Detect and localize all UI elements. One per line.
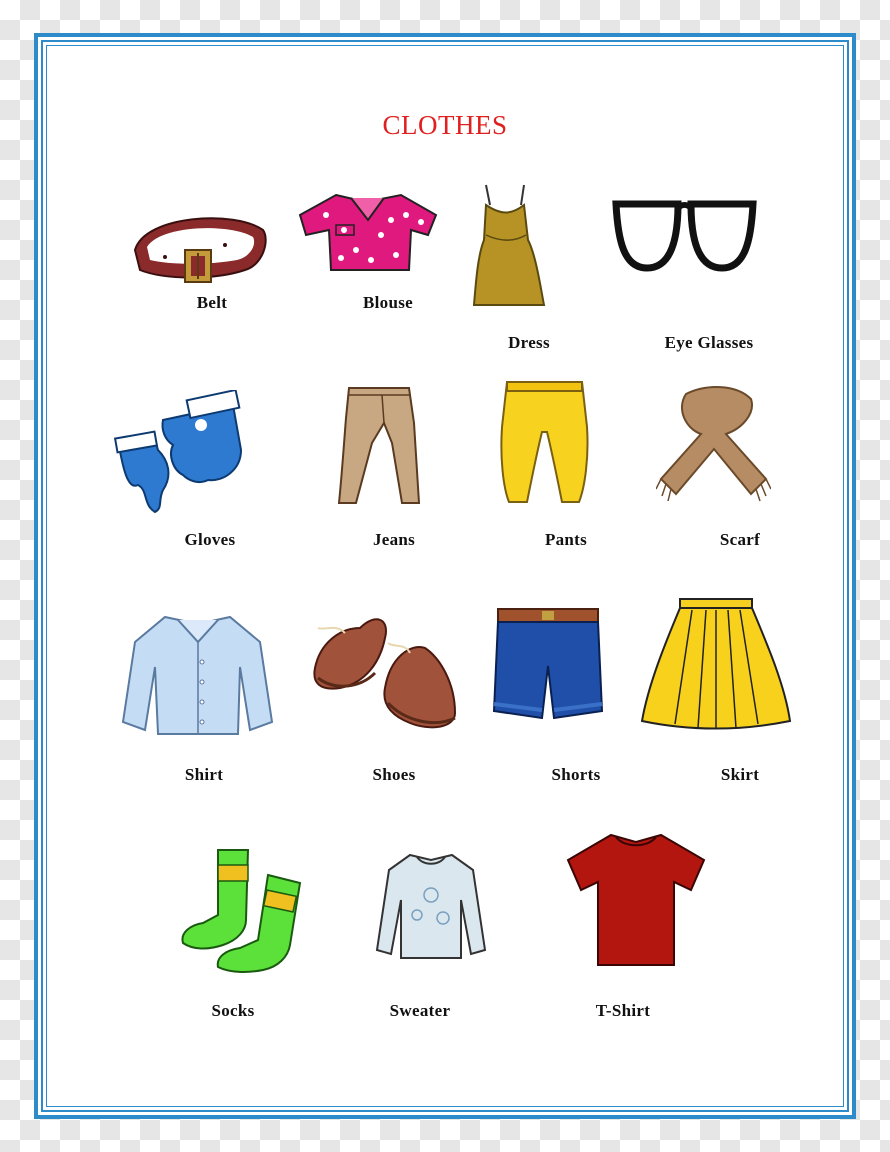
blouse-image — [296, 190, 441, 275]
pants-image — [497, 377, 592, 507]
label-shirt: Shirt — [184, 765, 224, 784]
label-skirt: Skirt — [720, 765, 760, 784]
label-socks: Socks — [211, 1001, 255, 1020]
t-shirt-image — [566, 830, 706, 970]
gloves-image — [113, 390, 243, 515]
page-title: CLOTHES — [382, 110, 508, 140]
label-belt: Belt — [196, 293, 228, 312]
label-eye-glasses: Eye Glasses — [664, 333, 754, 352]
dress-image — [466, 180, 546, 310]
jeans-image — [334, 383, 424, 508]
eye-glasses-image — [612, 196, 757, 281]
label-sweater: Sweater — [389, 1001, 451, 1020]
label-dress: Dress — [508, 333, 550, 352]
label-t-shirt: T-Shirt — [595, 1001, 651, 1020]
socks-image — [178, 845, 306, 980]
label-jeans: Jeans — [372, 530, 416, 549]
label-pants: Pants — [544, 530, 588, 549]
label-shoes: Shoes — [372, 765, 416, 784]
scarf-image — [656, 384, 771, 504]
shirt-image — [120, 612, 275, 737]
label-scarf: Scarf — [719, 530, 761, 549]
sweater-image — [375, 850, 487, 962]
label-shorts: Shorts — [551, 765, 601, 784]
label-gloves: Gloves — [184, 530, 236, 549]
label-blouse: Blouse — [363, 293, 413, 312]
belt-image — [125, 205, 270, 290]
skirt-image — [640, 596, 792, 736]
shorts-image — [492, 606, 604, 726]
shoes-image — [310, 603, 460, 733]
